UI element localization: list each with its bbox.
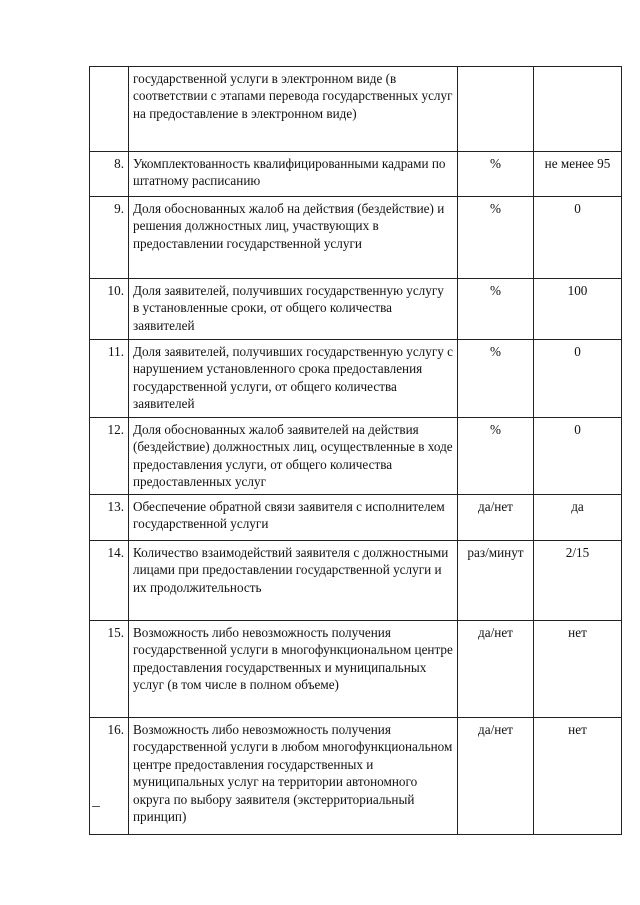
table-row bbox=[90, 197, 622, 279]
row-description: Укомплектованность квалифицированными кадрами по штатному расписанию bbox=[129, 152, 458, 197]
table-row bbox=[90, 541, 622, 621]
row-number: 10. bbox=[90, 279, 129, 340]
table-row bbox=[90, 152, 622, 197]
row-value: да bbox=[534, 495, 622, 541]
row-description: Количество взаимодействий заявителя с должностными лицами при предоставлении государственной услуги и их продолжительность bbox=[129, 541, 458, 621]
row-description: Возможность либо невозможность получения государственной услуги в любом многофункциональном центре предоставления государственных и муниципальных услуг на территории автономного округа по выбору заявителя (экстерриториальный принцип) bbox=[129, 718, 458, 835]
table-row bbox=[90, 340, 622, 418]
row-value: 0 bbox=[534, 197, 622, 279]
row-unit: % bbox=[458, 340, 534, 418]
row-value: не менее 95 bbox=[534, 152, 622, 197]
row-unit: % bbox=[458, 152, 534, 197]
row-number: 8. bbox=[90, 152, 129, 197]
row-unit: % bbox=[458, 279, 534, 340]
table-row bbox=[90, 718, 622, 835]
row-value: 0 bbox=[534, 340, 622, 418]
row-description: Доля обоснованных жалоб заявителей на действия (бездействие) должностных лиц, осуществленные в ходе предоставления услуги, от общего количества предоставленных услуг bbox=[129, 418, 458, 495]
table-row bbox=[90, 418, 622, 495]
row-unit: да/нет bbox=[458, 495, 534, 541]
row-value: 0 bbox=[534, 418, 622, 495]
row-unit: % bbox=[458, 197, 534, 279]
row-number: 13. bbox=[90, 495, 129, 541]
row-value: 100 bbox=[534, 279, 622, 340]
table-row bbox=[90, 621, 622, 718]
indicators-table bbox=[89, 66, 622, 835]
row-description: Доля заявителей, получивших государственную услугу с нарушением установленного срока предоставления государственной услуги, от общего количества заявителей bbox=[129, 340, 458, 418]
row-unit: % bbox=[458, 418, 534, 495]
table-row bbox=[90, 279, 622, 340]
row-description: Возможность либо невозможность получения государственной услуги в многофункциональном центре предоставления государственных и муниципальных услуг (в том числе в полном объеме) bbox=[129, 621, 458, 718]
row-value bbox=[534, 67, 622, 152]
row-number: 11. bbox=[90, 340, 129, 418]
table-row bbox=[90, 67, 622, 152]
row-description: Обеспечение обратной связи заявителя с исполнителем государственной услуги bbox=[129, 495, 458, 541]
row-description: Доля обоснованных жалоб на действия (бездействие) и решения должностных лиц, участвующих в предоставлении государственной услуги bbox=[129, 197, 458, 279]
row-number: 9. bbox=[90, 197, 129, 279]
row-unit: раз/минут bbox=[458, 541, 534, 621]
row-unit: да/нет bbox=[458, 718, 534, 835]
row-number: 12. bbox=[90, 418, 129, 495]
margin-mark bbox=[92, 806, 100, 807]
row-value: 2/15 bbox=[534, 541, 622, 621]
row-unit: да/нет bbox=[458, 621, 534, 718]
row-value: нет bbox=[534, 718, 622, 835]
row-number: 16. bbox=[90, 718, 129, 835]
row-number bbox=[90, 67, 129, 152]
table-row bbox=[90, 495, 622, 541]
row-value: нет bbox=[534, 621, 622, 718]
row-description: Доля заявителей, получивших государственную услугу в установленные сроки, от общего количества заявителей bbox=[129, 279, 458, 340]
row-number: 15. bbox=[90, 621, 129, 718]
row-description: государственной услуги в электронном виде (в соответствии с этапами перевода государственных услуг на предоставление в электронном виде) bbox=[129, 67, 458, 152]
row-number: 14. bbox=[90, 541, 129, 621]
row-unit bbox=[458, 67, 534, 152]
